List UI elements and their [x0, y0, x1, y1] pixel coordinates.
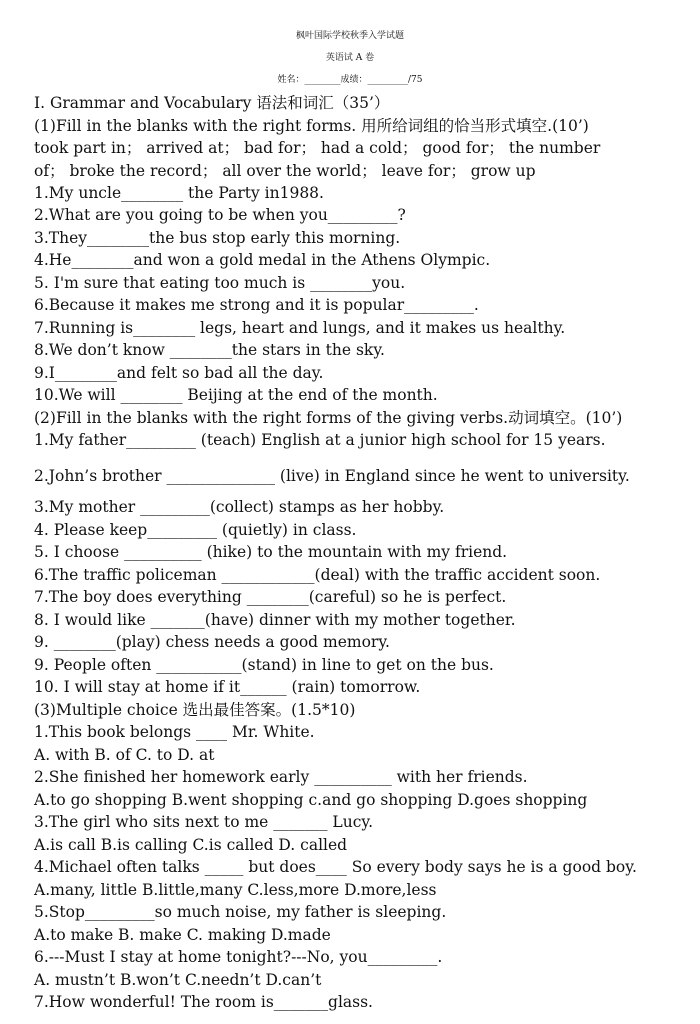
- question-line: 5. I'm sure that eating too much is ________you.: [34, 274, 406, 292]
- phrase-bank-line: took part in； arrived at； bad for； had a cold； good for； the number: [34, 139, 601, 157]
- question-line: 7.The boy does everything ________(careful) so he is perfect.: [34, 588, 507, 606]
- question-line: 8.We don’t know ________the stars in the sky.: [34, 341, 385, 359]
- question-line: 9. People often ___________(stand) in line to get on the bus.: [34, 656, 494, 674]
- question-line: 4.Michael often talks _____ but does____ So every body says he is a good boy.: [34, 858, 637, 876]
- exam-title: 枫叶国际学校秋季入学试题: [295, 31, 404, 41]
- question-line: 2.She finished her homework early __________ with her friends.: [34, 768, 528, 786]
- question-line: 3.My mother _________(collect) stamps as her hobby.: [34, 498, 445, 516]
- question-line: 6.The traffic policeman ____________(deal) with the traffic accident soon.: [34, 566, 601, 584]
- option-line: A.is call B.is calling C.is called D. called: [34, 836, 348, 854]
- option-line: A.many, little B.little,many C.less,more D.more,less: [34, 881, 437, 899]
- section-heading: I. Grammar and Vocabulary 语法和词汇（35’）: [34, 94, 390, 112]
- option-line: A.to make B. make C. making D.made: [34, 926, 331, 944]
- option-line: A. mustn’t B.won’t C.needn’t D.can’t: [34, 971, 322, 989]
- question-line: 5.Stop_________so much noise, my father is sleeping.: [34, 903, 447, 921]
- question-line: 6.---Must I stay at home tonight?---No, you_________.: [34, 948, 443, 966]
- question-line: 2.John’s brother ______________ (live) in England since he went to university.: [34, 467, 630, 485]
- question-line: 1.This book belongs ____ Mr. White.: [34, 723, 315, 741]
- question-line: 8. I would like _______(have) dinner with my mother together.: [34, 611, 516, 629]
- option-line: A.to go shopping B.went shopping c.and go shopping D.goes shopping: [34, 791, 588, 809]
- question-line: 9. ________(play) chess needs a good memory.: [34, 633, 390, 651]
- question-line: 3.They________the bus stop early this morning.: [34, 229, 401, 247]
- part-instruction: (2)Fill in the blanks with the right forms of the giving verbs.动词填空。(10’): [34, 409, 623, 427]
- question-line: 7.Running is________ legs, heart and lungs, and it makes us healthy.: [34, 319, 566, 337]
- option-line: A. with B. of C. to D. at: [34, 746, 215, 764]
- question-line: 9.I________and felt so bad all the day.: [34, 364, 324, 382]
- part-instruction: (1)Fill in the blanks with the right forms. 用所给词组的恰当形式填空.(10’): [34, 117, 589, 135]
- question-line: 5. I choose __________ (hike) to the mountain with my friend.: [34, 543, 508, 561]
- phrase-bank-line: of； broke the record； all over the world； leave for； grow up: [34, 162, 536, 180]
- question-line: 1.My father_________ (teach) English at a junior high school for 15 years.: [34, 431, 606, 449]
- question-line: 4.He________and won a gold medal in the Athens Olympic.: [34, 251, 491, 269]
- question-line: 7.How wonderful! The room is_______glass.: [34, 993, 373, 1011]
- question-line: 4. Please keep_________ (quietly) in class.: [34, 521, 357, 539]
- question-line: 10. I will stay at home if it______ (rain) tomorrow.: [34, 678, 421, 696]
- question-line: 2.What are you going to be when you_________?: [34, 206, 406, 224]
- part-instruction: (3)Multiple choice 选出最佳答案。(1.5*10): [34, 701, 356, 719]
- exam-subtitle: 英语试 A 卷: [325, 53, 375, 63]
- question-line: 3.The girl who sits next to me _______ Lucy.: [34, 813, 374, 831]
- question-line: 6.Because it makes me strong and it is popular_________.: [34, 296, 479, 314]
- question-line: 1.My uncle________ the Party in1988.: [34, 184, 324, 202]
- name-score-line: 姓名：________成绩：_________/75: [277, 75, 423, 85]
- question-line: 10.We will ________ Beijing at the end of the month.: [34, 386, 438, 404]
